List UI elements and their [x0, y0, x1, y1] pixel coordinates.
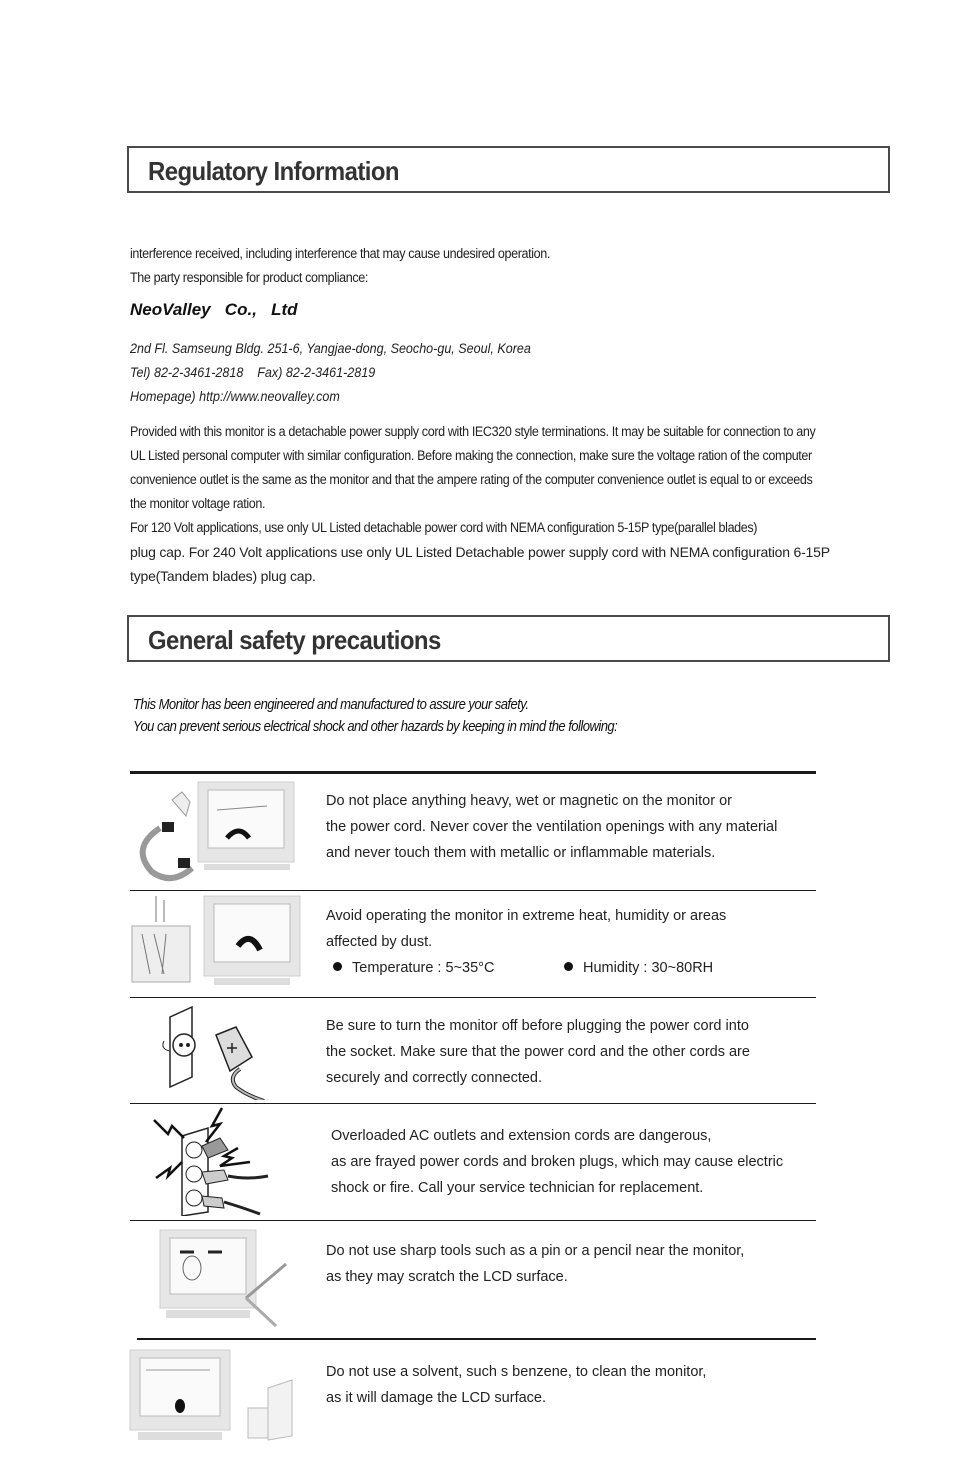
safety-item-text: securely and correctly connected. [326, 1070, 542, 1086]
row-divider [130, 890, 816, 891]
company-phone-fax: Tel) 82-2-3461-2818 Fax) 82-2-3461-2819 [130, 365, 376, 380]
row-divider [137, 1338, 816, 1340]
safety-item-text: as it will damage the LCD surface. [326, 1390, 547, 1406]
safety-item-text: affected by dust. [326, 934, 433, 950]
power-cord-line: convenience outlet is the same as the monitor and that the ampere rating of the computer convenience outlet is equal to or exceeds [130, 472, 813, 487]
row-divider [130, 1103, 816, 1104]
bullet-icon [333, 962, 342, 971]
company-address: 2nd Fl. Samseung Bldg. 251-6, Yangjae-dong, Seocho-gu, Seoul, Korea [130, 341, 531, 356]
power-cord-line: Provided with this monitor is a detachable power supply cord with IEC320 style terminations. It may be suitable for connection to any [130, 424, 816, 439]
safety-item-text: Avoid operating the monitor in extreme heat, humidity or areas [326, 908, 727, 924]
power-cord-line: UL Listed personal computer with similar configuration. Before making the connection, make sure the voltage ration of the computer [130, 448, 812, 463]
safety-item-text: Do not use a solvent, such s benzene, to clean the monitor, [326, 1364, 707, 1380]
magnet-monitor-illustration [132, 780, 302, 886]
regulatory-section-header [127, 146, 890, 193]
temperature-spec-label: Temperature : 5~35°C [352, 960, 495, 976]
safety-section-header [127, 615, 890, 662]
sharp-tool-monitor-illustration [150, 1228, 300, 1332]
safety-item-text: the power cord. Never cover the ventilation openings with any material [326, 819, 778, 835]
safety-item-text: Do not place anything heavy, wet or magnetic on the monitor or [326, 793, 732, 809]
table-top-rule [130, 771, 816, 774]
power-cord-line: the monitor voltage ration. [130, 496, 266, 511]
section-title: General safety precautions [148, 625, 441, 655]
safety-item-text: Overloaded AC outlets and extension cords are dangerous, [331, 1128, 712, 1144]
safety-intro-line: This Monitor has been engineered and manufactured to assure your safety. [133, 697, 529, 713]
company-homepage: Homepage) http://www.neovalley.com [130, 389, 340, 404]
safety-item-text: as are frayed power cords and broken plugs, which may cause electric [331, 1154, 784, 1170]
safety-intro-line: You can prevent serious electrical shock and other hazards by keeping in mind the following: [133, 719, 618, 735]
safety-item-text: Do not use sharp tools such as a pin or a pencil near the monitor, [326, 1243, 745, 1259]
regulatory-text-line: interference received, including interference that may cause undesired operation. [130, 246, 551, 261]
nema-line: For 120 Volt applications, use only UL Listed detachable power cord with NEMA configuration 5-15P type(parallel blades) [130, 520, 758, 535]
safety-item-text: and never touch them with metallic or inflammable materials. [326, 845, 716, 861]
temperature-spec [333, 955, 494, 981]
row-divider [130, 997, 816, 998]
humidity-spec-label: Humidity : 30~80RH [583, 960, 714, 976]
safety-item-text: Be sure to turn the monitor off before plugging the power cord into [326, 1018, 749, 1034]
plug-socket-illustration [160, 1005, 270, 1100]
solvent-monitor-illustration [128, 1348, 328, 1448]
row-divider [130, 1220, 816, 1221]
nema-line: plug cap. For 240 Volt applications use only UL Listed Detachable power supply cord with NEMA configuration 6-15P [130, 544, 830, 560]
overloaded-outlet-illustration [152, 1106, 270, 1216]
section-title: Regulatory Information [148, 156, 400, 186]
heat-monitor-illustration [130, 894, 305, 994]
safety-item-text: shock or fire. Call your service technician for replacement. [331, 1180, 704, 1196]
company-name: NeoValley Co., Ltd [130, 300, 298, 319]
bullet-icon [564, 962, 573, 971]
safety-item-text: as they may scratch the LCD surface. [326, 1269, 568, 1285]
safety-item-text: the socket. Make sure that the power cord and the other cords are [326, 1044, 750, 1060]
nema-line: type(Tandem blades) plug cap. [130, 568, 316, 584]
regulatory-text-line: The party responsible for product compliance: [130, 270, 368, 285]
humidity-spec [564, 955, 713, 981]
